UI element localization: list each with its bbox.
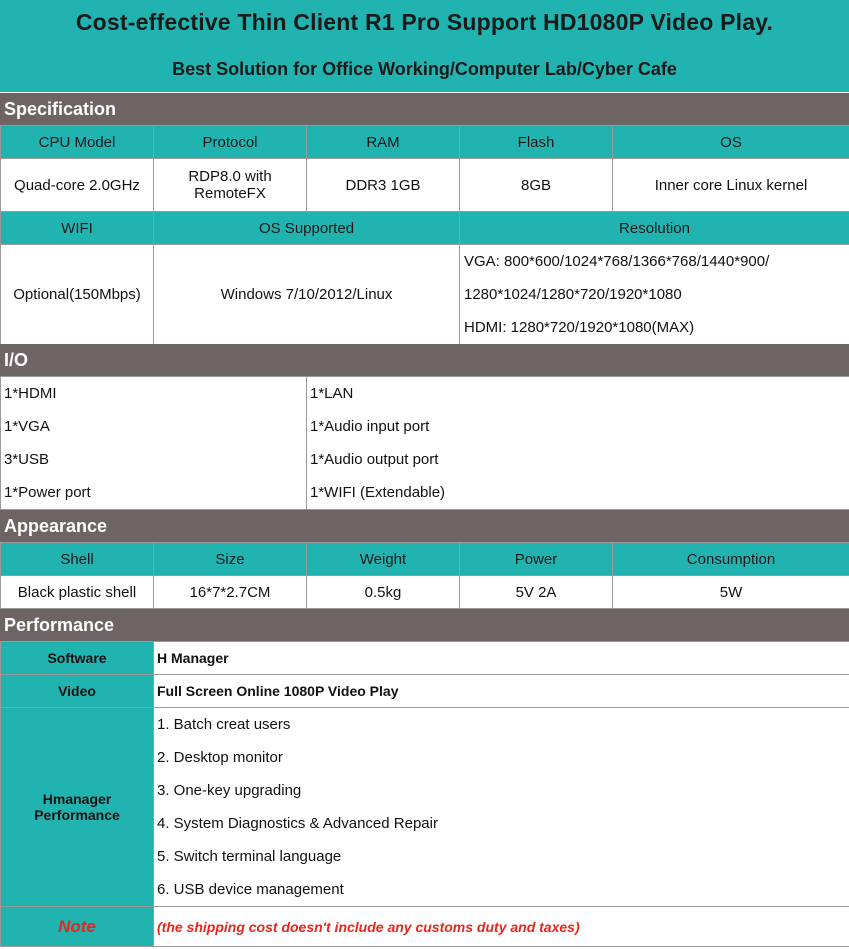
list-item: 4. System Diagnostics & Advanced Repair	[157, 815, 438, 832]
spec-value-wifi: Optional(150Mbps)	[1, 245, 154, 345]
spec-header-wifi: WIFI	[1, 212, 154, 245]
io-item: 1*HDMI	[4, 385, 57, 402]
spec-value-flash: 8GB	[460, 159, 613, 212]
resolution-line: 1280*1024/1280*720/1920*1080	[464, 286, 682, 303]
list-item: 3. One-key upgrading	[157, 782, 302, 799]
specification-table-2	[0, 211, 849, 345]
spec-value-os-supported: Windows 7/10/2012/Linux	[154, 245, 460, 345]
list-item: 2. Desktop monitor	[157, 749, 283, 766]
section-appearance: Appearance	[0, 510, 849, 542]
appearance-value-size: 16*7*2.7CM	[154, 576, 307, 609]
io-right-column	[307, 377, 849, 510]
list-item: 1. Batch creat users	[157, 716, 291, 733]
io-item: 1*Audio output port	[310, 451, 439, 468]
product-subtitle: Best Solution for Office Working/Computer Lab/Cyber Cafe	[172, 59, 677, 79]
resolution-line: HDMI: 1280*720/1920*1080(MAX)	[464, 319, 695, 336]
list-item: 6. USB device management	[157, 881, 344, 898]
section-io: I/O	[0, 344, 849, 376]
list-item: 5. Switch terminal language	[157, 848, 342, 865]
section-performance: Performance	[0, 609, 849, 641]
appearance-header-power: Power	[460, 543, 613, 576]
performance-label-software: Software	[1, 642, 154, 675]
spec-header-cpu: CPU Model	[1, 126, 154, 159]
appearance-value-power: 5V 2A	[460, 576, 613, 609]
spec-header-os: OS	[613, 126, 849, 159]
spec-value-cpu: Quad-core 2.0GHz	[1, 159, 154, 212]
specification-table	[0, 125, 849, 212]
performance-table	[0, 641, 849, 947]
section-specification: Specification	[0, 93, 849, 125]
appearance-value-weight: 0.5kg	[307, 576, 460, 609]
hmanager-label-line: Hmanager	[42, 791, 112, 807]
title-banner	[0, 0, 849, 92]
hmanager-label-line: Performance	[34, 807, 120, 823]
appearance-value-consumption: 5W	[613, 576, 849, 609]
spec-value-resolution	[460, 245, 849, 345]
appearance-header-weight: Weight	[307, 543, 460, 576]
spec-header-protocol: Protocol	[154, 126, 307, 159]
io-item: 1*VGA	[4, 418, 50, 435]
performance-label-hmanager	[1, 708, 154, 907]
appearance-table	[0, 542, 849, 609]
spec-header-os-supported: OS Supported	[154, 212, 460, 245]
spec-value-os: Inner core Linux kernel	[613, 159, 849, 212]
product-title: Cost-effective Thin Client R1 Pro Support HD1080P Video Play.	[75, 9, 774, 35]
io-item: 1*WIFI (Extendable)	[310, 484, 446, 501]
spec-header-flash: Flash	[460, 126, 613, 159]
spec-header-resolution: Resolution	[460, 212, 849, 245]
resolution-line: VGA: 800*600/1024*768/1366*768/1440*900/	[464, 253, 770, 270]
io-item: 3*USB	[4, 451, 50, 468]
spec-header-ram: RAM	[307, 126, 460, 159]
io-left-column	[1, 377, 307, 510]
spec-value-ram: DDR3 1GB	[307, 159, 460, 212]
performance-value-software: H Manager	[154, 642, 849, 675]
io-item: 1*LAN	[310, 385, 354, 402]
spec-value-protocol: RDP8.0 with RemoteFX	[154, 159, 307, 212]
note-label: Note	[1, 907, 154, 947]
performance-label-video: Video	[1, 675, 154, 708]
appearance-header-shell: Shell	[1, 543, 154, 576]
performance-hmanager-list	[154, 708, 849, 907]
appearance-header-consumption: Consumption	[613, 543, 849, 576]
performance-value-video: Full Screen Online 1080P Video Play	[154, 675, 849, 708]
io-item: 1*Audio input port	[310, 418, 430, 435]
appearance-value-shell: Black plastic shell	[1, 576, 154, 609]
io-table	[0, 376, 849, 510]
note-text: (the shipping cost doesn't include any customs duty and taxes)	[154, 907, 849, 947]
io-item: 1*Power port	[4, 484, 91, 501]
appearance-header-size: Size	[154, 543, 307, 576]
